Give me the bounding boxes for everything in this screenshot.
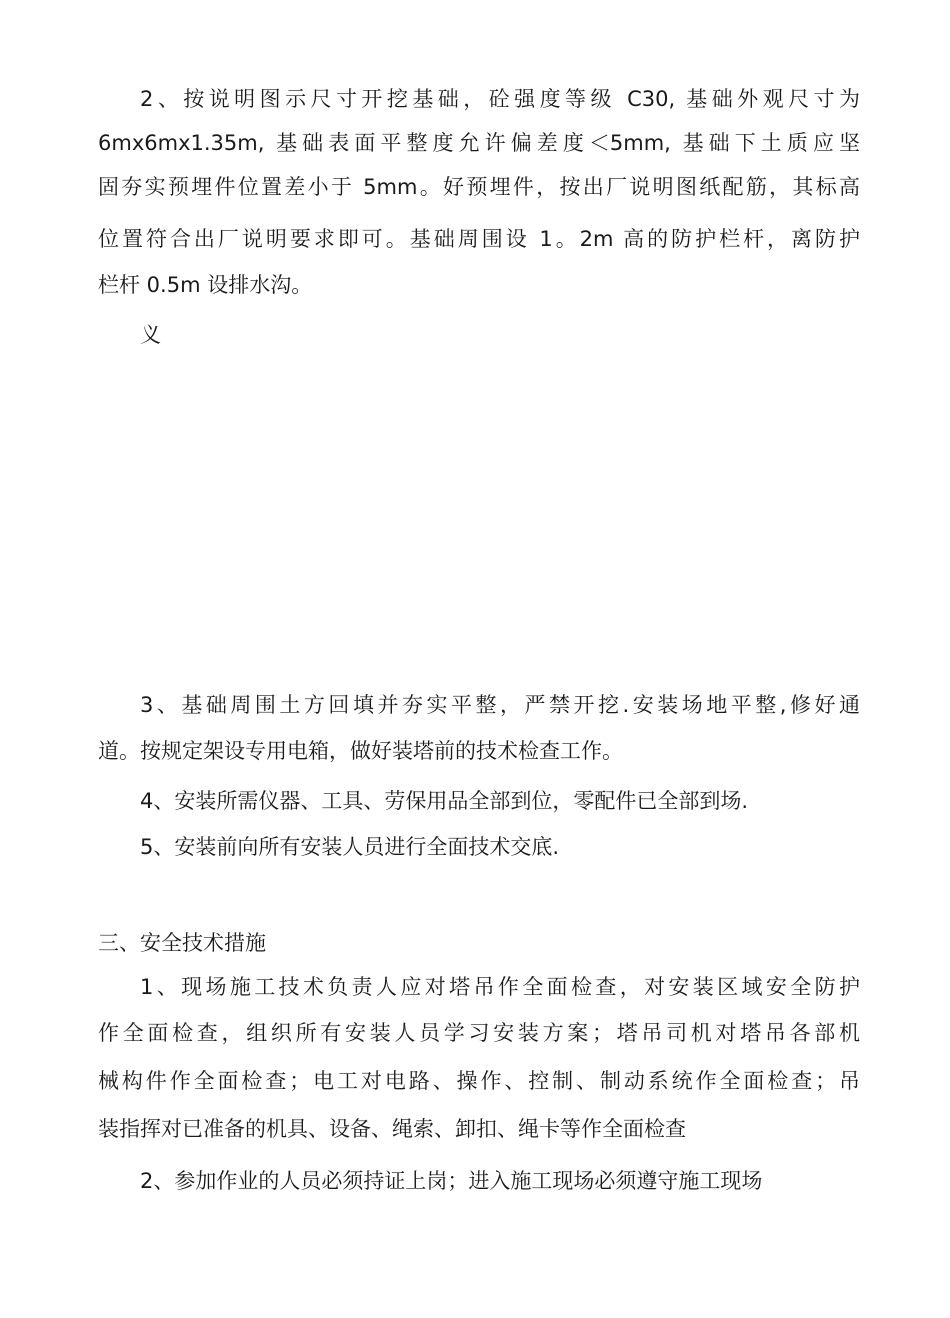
s3-item1-line-3: 械构件作全面检查；电工对电路、操作、控制、制动系统作全面检查；吊 bbox=[98, 1069, 860, 1093]
s3-item1-line-2: 作全面检查，组织所有安装人员学习安装方案；塔吊司机对塔吊各部机 bbox=[98, 1021, 860, 1045]
item5-text: 5、安装前向所有安装人员进行全面技术交底. bbox=[140, 835, 560, 859]
item3-line-2: 道。按规定架设专用电箱，做好装塔前的技术检查工作。 bbox=[98, 739, 623, 763]
s3-item1-line-4: 装指挥对已准备的机具、设备、绳索、卸扣、绳卡等作全面检查 bbox=[98, 1117, 686, 1141]
s3-item2-text: 2、参加作业的人员必须持证上岗；进入施工现场必须遵守施工现场 bbox=[140, 1169, 763, 1193]
item2-line-3: 固夯实预埋件位置差小于 5mm。好预埋件，按出厂说明图纸配筋，其标高 bbox=[98, 175, 860, 199]
item2-line-5: 栏杆 0.5m 设排水沟。 bbox=[98, 273, 313, 297]
item2-line-1: 2、按说明图示尺寸开挖基础，砼强度等级 C30, 基础外观尺寸为 bbox=[140, 87, 860, 111]
section-heading: 三、安全技术措施 bbox=[98, 931, 266, 955]
item2-line-4: 位置符合出厂说明要求即可。基础周围设 1。2m 高的防护栏杆，离防护 bbox=[98, 227, 860, 251]
s3-item1-line-1: 1、现场施工技术负责人应对塔吊作全面检查，对安装区域安全防护 bbox=[140, 975, 860, 999]
item2-line-2: 6mx6mx1.35m, 基础表面平整度允许偏差度＜5mm, 基础下土质应坚 bbox=[98, 131, 860, 155]
item3-line-1: 3、基础周围土方回填并夯实平整，严禁开挖.安装场地平整,修好通 bbox=[140, 693, 860, 717]
item4-text: 4、安装所需仪器、工具、劳保用品全部到位，零配件已全部到场. bbox=[140, 789, 749, 813]
stray-character: 义 bbox=[140, 323, 161, 347]
